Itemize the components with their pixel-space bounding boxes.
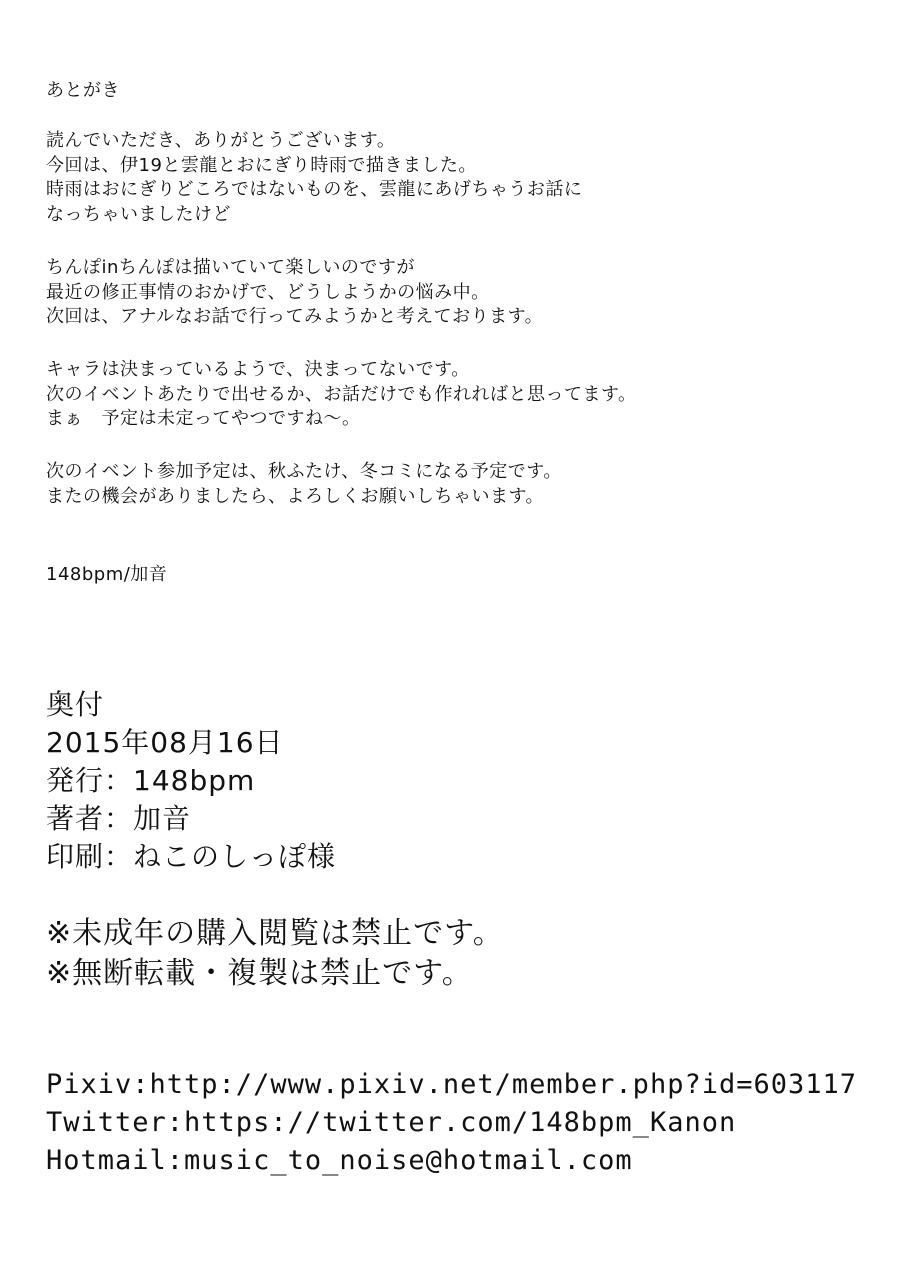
afterword-paragraph-1 [46,129,582,227]
notices [46,914,504,994]
afterword-line: 今回は、伊19と雲龍とおにぎり時雨で描きました。 [46,154,477,176]
afterword-line: 次のイベントあたりで出せるか、お話だけでも作れればと思ってます。 [46,383,637,405]
afterword-line: 次回は、アナルなお話で行ってみようかと考えております。 [46,306,544,327]
afterword-line: 次のイベント参加予定は、秋ふたけ、冬コミになる予定です。 [46,461,562,482]
email-address: Hotmail:music_to_noise@hotmail.com [46,1145,633,1176]
notice-minors: ※未成年の購入閲覧は禁止です。 [46,916,504,951]
afterword-line: まぁ 予定は未定ってやつですね～。 [46,408,361,429]
colophon-publisher: 発行：148bpm [46,764,256,797]
colophon-printer: 印刷：ねこのしっぽ様 [46,840,337,873]
pixiv-link: Pixiv:http://www.pixiv.net/member.php?id=603117 [46,1069,858,1100]
contact-links [46,1066,857,1180]
twitter-link: Twitter:https://twitter.com/148bpm_Kanon [46,1107,737,1138]
afterword-line: またの機会がありましたら、よろしくお願いしちゃいます。 [46,485,545,507]
afterword-paragraph-2 [46,256,543,330]
colophon-author: 著者：加音 [46,802,192,835]
afterword-line: キャラは決まっているようで、決まってないです。 [46,359,470,380]
colophon-date: 2015年08月16日 [46,726,284,759]
afterword-line: なっちゃいましたけど [46,203,231,225]
colophon-title: 奥付 [46,688,105,721]
afterword-paragraph-4 [46,460,562,509]
afterword-line: ちんぽinちんぽは描いていて楽しいのですが [46,257,415,278]
notice-reproduction: ※無断転載・複製は禁止です。 [46,956,473,991]
colophon [46,686,336,876]
afterword-line: 読んでいただき、ありがとうございます。 [46,130,396,151]
author-signature: 148bpm/加音 [46,564,168,585]
afterword-heading: あとがき [46,80,120,101]
afterword-line: 時雨はおにぎりどころではないものを、雲龍にあげちゃうお話に [46,179,583,200]
afterword-line: 最近の修正事情のおかげで、どうしようかの悩み中。 [46,281,490,303]
afterword-paragraph-3 [46,358,637,432]
